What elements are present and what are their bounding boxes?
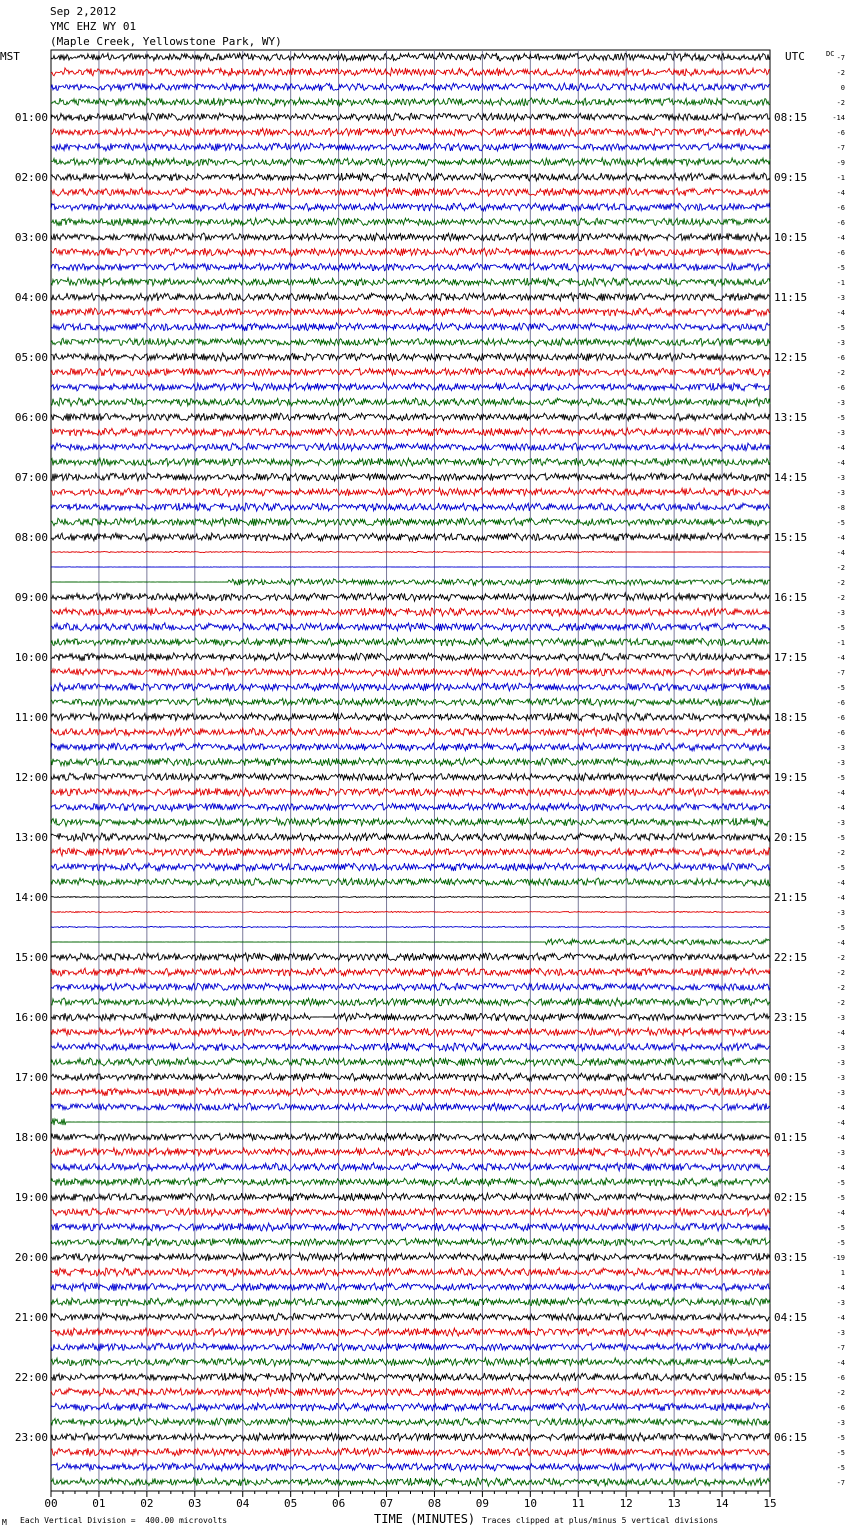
dc-offset-label: -4 (836, 804, 845, 812)
dc-offset-label: -2 (836, 999, 845, 1007)
dc-offset-label: -6 (836, 384, 845, 392)
dc-offset-label: -1 (836, 174, 845, 182)
dc-offset-label: -7 (836, 669, 845, 677)
trace-line (51, 1028, 770, 1036)
right-hour-label: 00:15 (774, 1071, 808, 1084)
trace-line (51, 1373, 770, 1381)
x-tick-label: 11 (571, 1497, 585, 1510)
left-hour-label: 02:00 (14, 171, 48, 184)
x-tick-label: 14 (715, 1497, 729, 1510)
right-hour-label: 04:15 (774, 1311, 808, 1324)
footer-mark: M (2, 1518, 7, 1527)
trace-line (51, 1148, 770, 1156)
dc-offset-label: -5 (836, 1239, 845, 1247)
right-hour-label: 22:15 (774, 951, 808, 964)
right-hour-label: 13:15 (774, 411, 808, 424)
right-hour-label: 02:15 (774, 1191, 808, 1204)
dc-offset-label: -4 (836, 879, 845, 887)
station-label: YMC EHZ WY 01 (50, 20, 137, 33)
trace-line (51, 1073, 770, 1081)
left-hour-label: 11:00 (14, 711, 48, 724)
trace-line (51, 983, 770, 991)
left-hour-label: 10:00 (14, 651, 48, 664)
dc-offset-label: -2 (836, 579, 845, 587)
trace-line (51, 911, 770, 912)
dc-offset-label: -6 (836, 129, 845, 137)
dc-offset-label: -3 (836, 474, 845, 482)
dc-offset-label: -4 (836, 1359, 845, 1367)
trace-line (51, 368, 770, 376)
trace-line (51, 293, 770, 301)
dc-offset-label: -6 (836, 699, 845, 707)
right-hour-label: 14:15 (774, 471, 808, 484)
trace-line (51, 473, 770, 481)
dc-offset-label: 0 (840, 84, 845, 92)
dc-offset-label: -7 (836, 54, 845, 62)
dc-offset-label: -4 (836, 534, 845, 542)
trace-line (51, 248, 770, 256)
trace-line (51, 128, 770, 136)
dc-offset-label: -4 (836, 1134, 845, 1142)
dc-offset-label: -3 (836, 1044, 845, 1052)
x-tick-label: 10 (523, 1497, 537, 1510)
dc-offset-label: -2 (836, 849, 845, 857)
dc-offset-label: 1 (840, 1269, 845, 1277)
right-hour-label: 20:15 (774, 831, 808, 844)
dc-offset-label: -8 (836, 504, 845, 512)
right-hour-label: 16:15 (774, 591, 808, 604)
dc-offset-label: -5 (836, 834, 845, 842)
trace-line (51, 203, 770, 211)
dc-offset-label: -4 (836, 939, 845, 947)
dc-offset-label: -4 (836, 1284, 845, 1292)
trace-line (51, 308, 770, 316)
left-hour-label: 18:00 (14, 1131, 48, 1144)
x-tick-label: 03 (188, 1497, 202, 1510)
dc-offset-label: -4 (836, 654, 845, 662)
dc-offset-label: -3 (836, 609, 845, 617)
trace-line (51, 878, 770, 886)
left-hour-label: 22:00 (14, 1371, 48, 1384)
right-hour-label: 15:15 (774, 531, 808, 544)
x-tick-label: 05 (284, 1497, 298, 1510)
dc-offset-label: -1 (836, 279, 845, 287)
left-hour-label: 19:00 (14, 1191, 48, 1204)
dc-offset-label: -3 (836, 339, 845, 347)
dc-offset-label: -4 (836, 1209, 845, 1217)
right-hour-label: 05:15 (774, 1371, 808, 1384)
trace-line (51, 278, 770, 286)
dc-offset-label: -4 (836, 1164, 845, 1172)
trace-line (51, 728, 770, 736)
x-tick-label: 09 (475, 1497, 490, 1510)
trace-line (51, 608, 770, 616)
dc-offset-label: -2 (836, 369, 845, 377)
trace-line (51, 773, 770, 781)
right-hour-label: 08:15 (774, 111, 808, 124)
dc-offset-label: -3 (836, 759, 845, 767)
dc-offset-label: -2 (836, 954, 845, 962)
trace-line (51, 683, 770, 691)
dc-offset-label: -3 (836, 1059, 845, 1067)
left-timezone-label: MST (0, 50, 20, 63)
trace-line (51, 353, 770, 361)
dc-offset-label: -5 (836, 924, 845, 932)
dc-offset-label: -4 (836, 1029, 845, 1037)
right-hour-label: 09:15 (774, 171, 808, 184)
dc-offset-label: -3 (836, 909, 845, 917)
trace-line (51, 443, 770, 451)
left-hour-label: 08:00 (14, 531, 48, 544)
trace-line (51, 533, 770, 541)
trace-line (51, 743, 770, 751)
x-tick-label: 13 (667, 1497, 681, 1510)
x-tick-label: 01 (92, 1497, 106, 1510)
dc-offset-label: -3 (836, 399, 845, 407)
trace-line (51, 1223, 770, 1231)
dc-offset-label: -3 (836, 1419, 845, 1427)
dc-offset-label: -6 (836, 1404, 845, 1412)
dc-offset-label: -4 (836, 789, 845, 797)
dc-offset-label: -5 (836, 1224, 845, 1232)
right-hour-label: 21:15 (774, 891, 808, 904)
trace-line (51, 968, 770, 976)
trace-line (51, 1163, 770, 1171)
dc-offset-label: -4 (836, 309, 845, 317)
trace-line (51, 1133, 770, 1141)
trace-line (51, 939, 770, 946)
right-hour-label: 23:15 (774, 1011, 808, 1024)
trace-line (51, 896, 770, 897)
left-hour-label: 13:00 (14, 831, 48, 844)
dc-offset-label: -3 (836, 1014, 845, 1022)
left-hour-label: 23:00 (14, 1431, 48, 1444)
dc-offset-label: -6 (836, 714, 845, 722)
left-hour-label: 16:00 (14, 1011, 48, 1024)
dc-offset-label: -6 (836, 249, 845, 257)
x-tick-label: 00 (44, 1497, 58, 1510)
trace-line (51, 1388, 770, 1396)
dc-offset-label: -5 (836, 1194, 845, 1202)
trace-line (51, 551, 770, 552)
trace-line (51, 68, 770, 76)
right-hour-label: 17:15 (774, 651, 808, 664)
dc-offset-label: -5 (836, 864, 845, 872)
dc-offset-label: -5 (836, 324, 845, 332)
trace-line (51, 1463, 770, 1471)
trace-line (51, 579, 770, 586)
trace-line (51, 1178, 770, 1186)
dc-offset-label: -6 (836, 204, 845, 212)
trace-line (51, 53, 770, 61)
dc-offset-label: -3 (836, 1089, 845, 1097)
dc-offset-label: -4 (836, 549, 845, 557)
trace-line (51, 1118, 770, 1125)
dc-offset-label: -3 (836, 744, 845, 752)
trace-line (51, 713, 770, 721)
dc-offset-label: -5 (836, 774, 845, 782)
trace-line (51, 953, 770, 961)
left-hour-label: 06:00 (14, 411, 48, 424)
left-hour-label: 17:00 (14, 1071, 48, 1084)
trace-line (51, 818, 770, 826)
trace-line (51, 668, 770, 676)
trace-line (51, 848, 770, 856)
trace-line (51, 1268, 770, 1276)
dc-offset-label: -6 (836, 729, 845, 737)
left-hour-label: 09:00 (14, 591, 48, 604)
trace-line (51, 998, 770, 1006)
x-tick-label: 08 (427, 1497, 442, 1510)
trace-line (51, 653, 770, 661)
trace-line (51, 338, 770, 346)
dc-offset-label: -7 (836, 1344, 845, 1352)
trace-line (51, 143, 770, 151)
trace-line (51, 188, 770, 196)
trace-line (51, 593, 770, 601)
trace-line (51, 1058, 770, 1066)
trace-line (51, 1253, 770, 1261)
dc-offset-label: -5 (836, 414, 845, 422)
x-axis-label: TIME (MINUTES) (374, 1512, 476, 1526)
dc-offset-label: -4 (836, 894, 845, 902)
trace-line (51, 638, 770, 646)
trace-line (51, 1448, 770, 1456)
x-tick-label: 04 (236, 1497, 250, 1510)
left-hour-label: 12:00 (14, 771, 48, 784)
left-hour-label: 05:00 (14, 351, 48, 364)
dc-offset-label: -5 (836, 1449, 845, 1457)
trace-line (51, 458, 770, 466)
trace-line (51, 398, 770, 406)
left-hour-label: 21:00 (14, 1311, 48, 1324)
date-label: Sep 2,2012 (50, 5, 117, 18)
dc-offset-label: -7 (836, 144, 845, 152)
dc-offset-label: -4 (836, 459, 845, 467)
dc-header-label: DC (826, 50, 835, 58)
dc-offset-label: -2 (836, 984, 845, 992)
right-timezone-label: UTC (785, 50, 805, 63)
dc-offset-label: -4 (836, 1104, 845, 1112)
dc-offset-label: -2 (836, 99, 845, 107)
trace-line (51, 1433, 770, 1441)
clip-note: Traces clipped at plus/minus 5 vertical divisions (482, 1516, 719, 1525)
right-hour-label: 06:15 (774, 1431, 808, 1444)
dc-offset-label: -3 (836, 1149, 845, 1157)
trace-line (51, 1343, 770, 1351)
dc-offset-label: -5 (836, 264, 845, 272)
dc-offset-label: -2 (836, 969, 845, 977)
dc-offset-label: -7 (836, 1479, 845, 1487)
dc-offset-label: -19 (832, 1254, 845, 1262)
dc-offset-label: -6 (836, 354, 845, 362)
left-hour-label: 07:00 (14, 471, 48, 484)
dc-offset-label: -4 (836, 444, 845, 452)
dc-offset-label: -4 (836, 234, 845, 242)
dc-offset-label: -3 (836, 429, 845, 437)
dc-offset-label: -3 (836, 819, 845, 827)
right-hour-label: 01:15 (774, 1131, 808, 1144)
right-hour-label: 12:15 (774, 351, 808, 364)
x-tick-label: 07 (379, 1497, 394, 1510)
dc-offset-label: -3 (836, 294, 845, 302)
x-tick-label: 15 (763, 1497, 777, 1510)
left-hour-label: 03:00 (14, 231, 48, 244)
trace-line (51, 383, 770, 391)
trace-line (51, 503, 770, 511)
trace-line (51, 263, 770, 271)
dc-offset-label: -4 (836, 1119, 845, 1127)
dc-offset-label: -9 (836, 159, 845, 167)
location-label: (Maple Creek, Yellowstone Park, WY) (50, 35, 282, 48)
dc-offset-label: -2 (836, 564, 845, 572)
trace-line (51, 158, 770, 166)
trace-line (51, 1208, 770, 1216)
dc-offset-label: -14 (832, 114, 845, 122)
x-tick-label: 12 (619, 1497, 633, 1510)
trace-line (51, 1193, 770, 1201)
trace-line (51, 323, 770, 331)
right-hour-label: 11:15 (774, 291, 808, 304)
trace-line (51, 428, 770, 436)
dc-offset-label: -2 (836, 1389, 845, 1397)
dc-offset-label: -5 (836, 1179, 845, 1187)
trace-line (51, 1358, 770, 1366)
trace-line (51, 1013, 770, 1021)
trace-line (51, 218, 770, 226)
dc-offset-label: -5 (836, 1434, 845, 1442)
dc-offset-label: -5 (836, 519, 845, 527)
dc-offset-label: -5 (836, 1464, 845, 1472)
trace-line (51, 1328, 770, 1336)
trace-line (51, 803, 770, 811)
left-hour-label: 04:00 (14, 291, 48, 304)
trace-line (51, 233, 770, 241)
dc-offset-label: -3 (836, 1329, 845, 1337)
trace-line (51, 1088, 770, 1096)
trace-line (51, 488, 770, 496)
dc-offset-label: -2 (836, 69, 845, 77)
dc-offset-label: -3 (836, 1299, 845, 1307)
trace-line (51, 413, 770, 421)
left-hour-label: 01:00 (14, 111, 48, 124)
trace-line (51, 926, 770, 927)
right-hour-label: 10:15 (774, 231, 808, 244)
right-hour-label: 03:15 (774, 1251, 808, 1264)
trace-line (51, 1313, 770, 1321)
right-hour-label: 19:15 (774, 771, 808, 784)
scale-note: Each Vertical Division = 400.00 microvolts (20, 1516, 228, 1525)
dc-offset-label: -4 (836, 189, 845, 197)
dc-offset-label: -3 (836, 1074, 845, 1082)
dc-offset-label: -2 (836, 594, 845, 602)
dc-offset-label: -5 (836, 624, 845, 632)
dc-offset-label: -6 (836, 1374, 845, 1382)
trace-line (51, 518, 770, 526)
trace-line (51, 98, 770, 106)
trace-line (51, 863, 770, 871)
left-hour-label: 14:00 (14, 891, 48, 904)
trace-line (51, 698, 770, 706)
trace-line (51, 1418, 770, 1426)
trace-line (51, 623, 770, 631)
trace-line (51, 1103, 770, 1111)
trace-line (51, 1238, 770, 1246)
trace-line (51, 1298, 770, 1306)
trace-line (51, 173, 770, 181)
dc-offset-label: -6 (836, 219, 845, 227)
dc-offset-label: -5 (836, 684, 845, 692)
trace-line (51, 1403, 770, 1411)
x-tick-label: 06 (331, 1497, 346, 1510)
x-tick-label: 02 (140, 1497, 154, 1510)
dc-offset-label: -4 (836, 1314, 845, 1322)
right-hour-label: 18:15 (774, 711, 808, 724)
trace-line (51, 758, 770, 766)
trace-line (51, 1478, 770, 1486)
trace-line (51, 83, 770, 91)
trace-line (51, 1043, 770, 1051)
dc-offset-label: -3 (836, 489, 845, 497)
trace-line (51, 833, 770, 841)
left-hour-label: 20:00 (14, 1251, 48, 1264)
trace-line (51, 1283, 770, 1291)
trace-line (51, 788, 770, 796)
trace-line (51, 113, 770, 121)
left-hour-label: 15:00 (14, 951, 48, 964)
dc-offset-label: -1 (836, 639, 845, 647)
